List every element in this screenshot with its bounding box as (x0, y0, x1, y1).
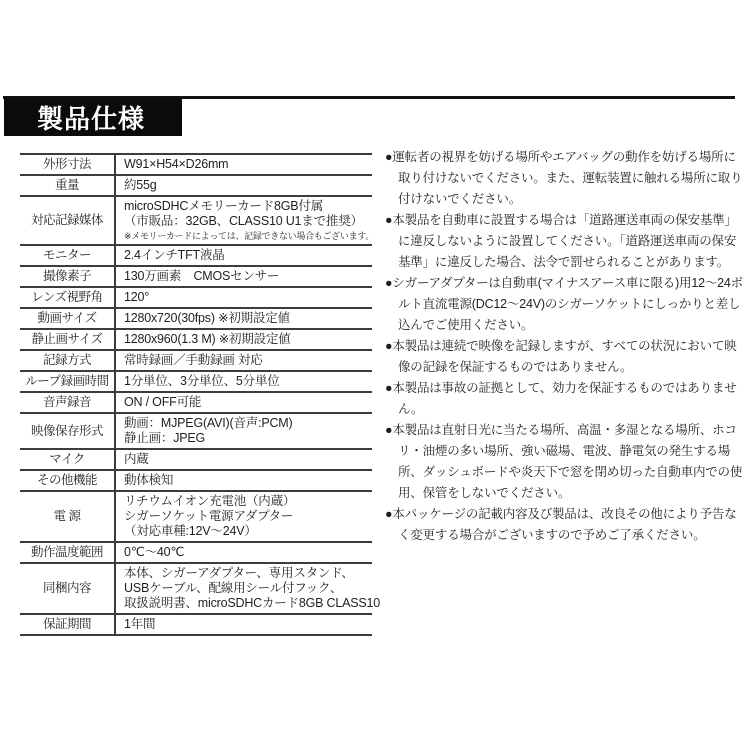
spec-row (20, 491, 372, 542)
spec-value-line: 1280x960(1.3 M) ※初期設定値 (124, 332, 291, 346)
spec-value (115, 470, 372, 491)
note-item: ●本パッケージの記載内容及び製品は、改良その他により予告なく変更する場合がございますので予めご了承ください。 (385, 507, 737, 542)
note-item: ●本製品は直射日光に当たる場所、高温・多湿となる場所、ホコリ・油煙の多い場所、強い磁場、電波、静電気の発生する場所、ダッシュボードや炎天下で窓を閉め切った自動車内での使用、保管をしないでください。 (385, 423, 743, 500)
spec-value-line: 1分単位、3分単位、5分単位 (124, 374, 280, 388)
spec-value-line: 本体、シガーアダプター、専用スタンド、 (124, 566, 354, 580)
spec-value (115, 350, 372, 371)
page-title: 製品仕様 (37, 104, 146, 134)
spec-row (20, 196, 372, 245)
spec-value (115, 563, 381, 614)
spec-row (20, 154, 372, 175)
notes-list (385, 147, 747, 546)
spec-value-line: 120° (124, 290, 150, 304)
spec-label: 映像保存形式 (20, 413, 115, 449)
spec-label: 外形寸法 (20, 154, 115, 175)
spec-value (115, 449, 372, 470)
spec-value-line: 1280x720(30fps) ※初期設定値 (124, 311, 290, 325)
spec-row (20, 371, 372, 392)
spec-value-line: ON / OFF可能 (124, 395, 202, 409)
spec-value-line: 動体検知 (124, 473, 174, 487)
spec-value-line: 130万画素 CMOSセンサー (124, 269, 280, 283)
spec-label: ループ録画時間 (20, 371, 115, 392)
spec-row (20, 470, 372, 491)
spec-value-line: 0℃～40℃ (124, 545, 185, 559)
spec-label: 記録方式 (20, 350, 115, 371)
spec-row (20, 542, 372, 563)
spec-label: 同梱内容 (20, 563, 115, 614)
spec-row (20, 329, 372, 350)
spec-value (115, 175, 372, 196)
spec-row (20, 392, 372, 413)
spec-value (115, 287, 372, 308)
spec-label: その他機能 (20, 470, 115, 491)
spec-value (115, 245, 372, 266)
spec-row (20, 175, 372, 196)
spec-table-body (20, 154, 381, 635)
note-item: ●シガーアダプターは自動車(マイナスアース車に限る)用12～24ボルト直流電源(DC12～24V)のシガーソケットにしっかりと差し込んでご使用ください。 (385, 276, 743, 332)
spec-label: 重量 (20, 175, 115, 196)
spec-row (20, 308, 372, 329)
spec-label: 動画サイズ (20, 308, 115, 329)
spec-value-line: W91×H54×D26mm (124, 157, 229, 171)
spec-label: 動作温度範囲 (20, 542, 115, 563)
spec-row (20, 563, 372, 614)
spec-value (115, 413, 372, 449)
spec-row (20, 449, 372, 470)
spec-row (20, 413, 372, 449)
spec-value (115, 329, 372, 350)
spec-value-note: ※メモリーカードによっては、記録できない場合もございます。 (124, 231, 374, 241)
spec-value-line: 1年間 (124, 617, 156, 631)
spec-value-line: 2.4インチTFT液晶 (124, 248, 225, 262)
spec-row (20, 287, 372, 308)
spec-label: モニター (20, 245, 115, 266)
spec-label: 電 源 (20, 491, 115, 542)
spec-value-line: 取扱説明書、microSDHCカード8GB CLASS10 (124, 596, 381, 610)
note-item: ●本製品は事故の証拠として、効力を保証するものではありません。 (385, 381, 737, 416)
spec-row (20, 614, 372, 635)
page-title-bar (4, 99, 182, 136)
spec-value (115, 266, 372, 287)
spec-row (20, 245, 372, 266)
note-item: ●運転者の視界を妨げる場所やエアバッグの動作を妨げる場所に取り付けないでください。また、運転装置に触れる場所に取り付けないでください。 (385, 150, 743, 206)
spec-row (20, 350, 372, 371)
spec-value-line: 静止画：JPEG (124, 431, 206, 445)
spec-label: 保証期間 (20, 614, 115, 635)
spec-value-line: （市販品：32GB、CLASS10 U1まで推奨） (124, 214, 363, 228)
spec-label: マイク (20, 449, 115, 470)
spec-value-line: シガーソケット電源アダプター (124, 509, 294, 523)
note-item: ●本製品は連続で映像を記録しますが、すべての状況において映像の記録を保証するものではありません。 (385, 339, 737, 374)
spec-value (115, 392, 372, 413)
spec-value-line: （対応車種:12V～24V） (124, 524, 257, 538)
spec-value (115, 371, 372, 392)
spec-value (115, 614, 372, 635)
spec-value-line: 約55g (124, 178, 157, 192)
spec-value-line: 内蔵 (124, 452, 149, 466)
spec-label: レンズ視野角 (20, 287, 115, 308)
spec-value-line: microSDHCメモリーカード8GB付属 (124, 199, 324, 213)
spec-value-line: 動画：MJPEG(AVI)(音声:PCM) (124, 416, 293, 430)
spec-table (20, 153, 381, 636)
spec-label: 対応記録媒体 (20, 196, 115, 245)
spec-label: 撮像素子 (20, 266, 115, 287)
spec-value-line: USBケーブル、配線用シール付フック、 (124, 581, 343, 595)
spec-value (115, 196, 372, 245)
spec-value-line: 常時録画／手動録画 対応 (124, 353, 263, 367)
spec-label: 静止画サイズ (20, 329, 115, 350)
spec-value (115, 491, 372, 542)
note-item: ●本製品を自動車に設置する場合は「道路運送車両の保安基準」に違反しないように設置してください。「道路運送車両の保安基準」に違反した場合、法令で罰せられることがあります。 (385, 213, 737, 269)
spec-value (115, 154, 372, 175)
spec-row (20, 266, 372, 287)
spec-value (115, 542, 372, 563)
spec-value-line: リチウムイオン充電池（内蔵） (124, 494, 296, 508)
spec-label: 音声録音 (20, 392, 115, 413)
spec-value (115, 308, 372, 329)
